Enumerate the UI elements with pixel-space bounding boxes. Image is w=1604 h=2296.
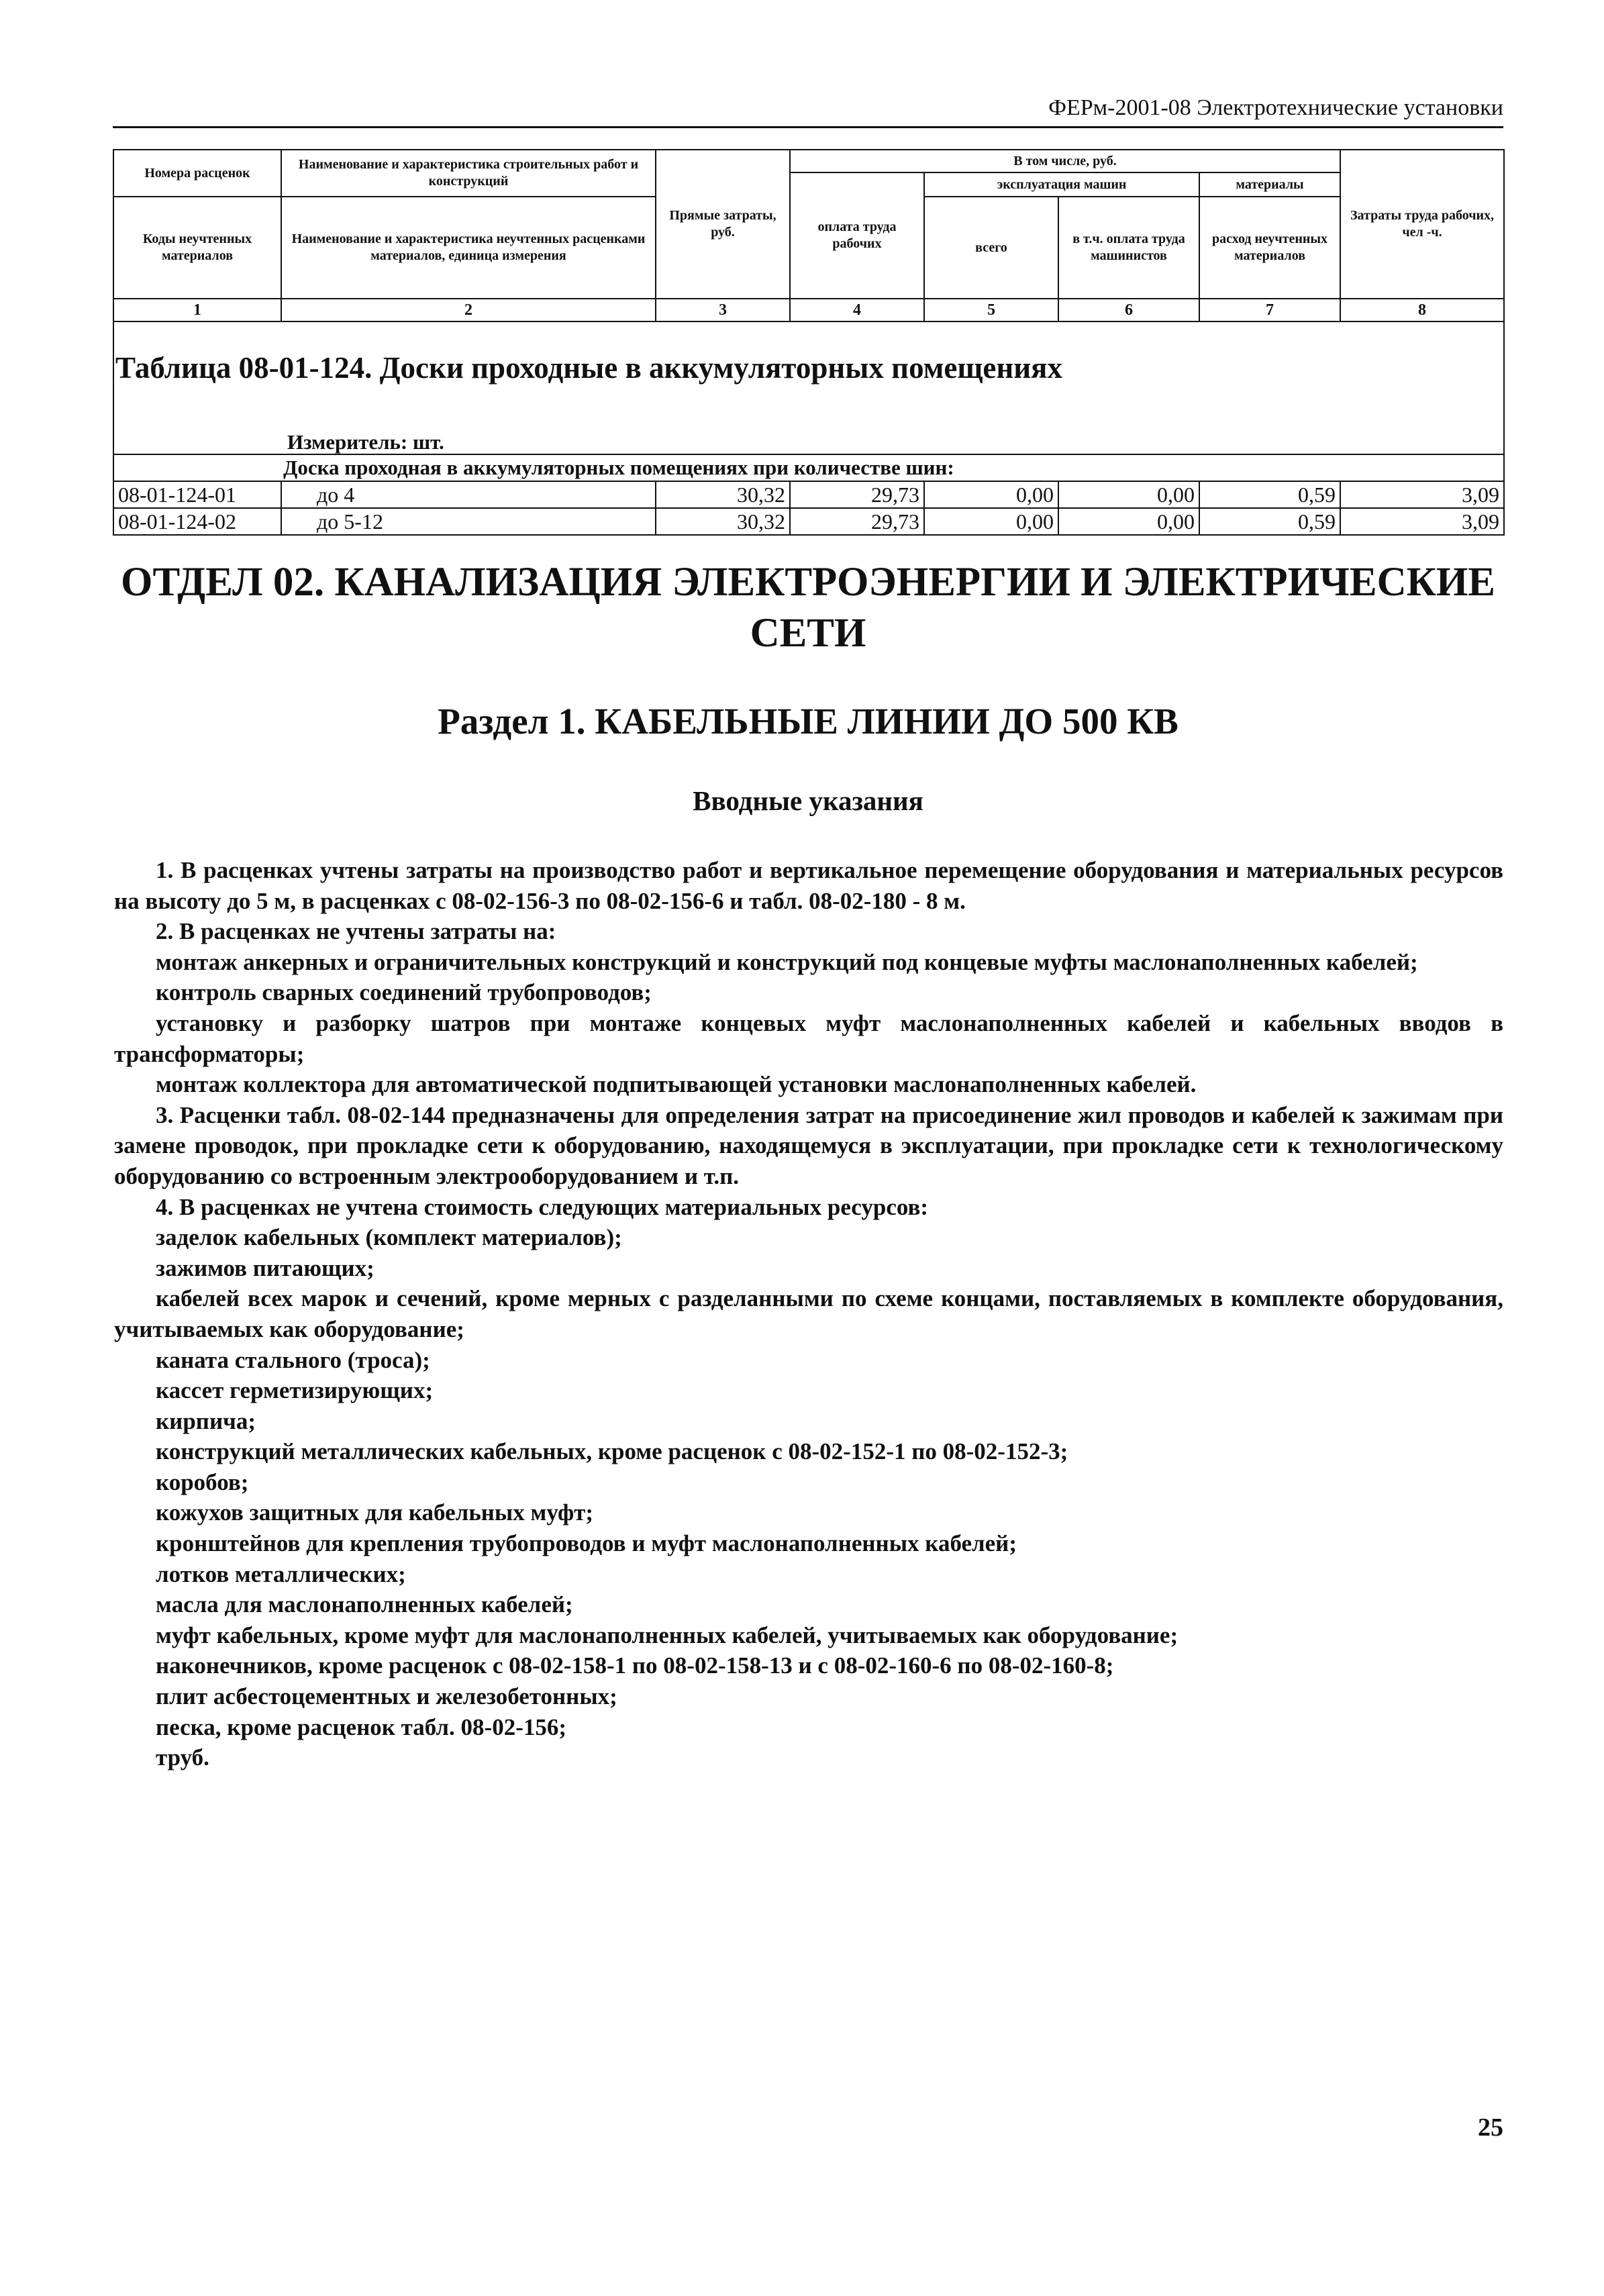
wages-value: 29,73: [790, 481, 924, 508]
list-item: кожухов защитных для кабельных муфт;: [156, 1499, 594, 1526]
instructions-body: [114, 855, 1503, 1773]
header-labor: Затраты труда рабочих, чел -ч.: [1340, 150, 1504, 299]
list-item: зажимов питающих;: [156, 1254, 374, 1281]
column-number: 1: [113, 299, 281, 321]
list-item: муфт кабельных, кроме муфт для маслонаполненных кабелей, учитываемых как оборудование;: [156, 1621, 1179, 1648]
list-item: кассет герметизирующих;: [156, 1377, 434, 1404]
table-title-cell: [113, 321, 1504, 431]
header-rate-numbers: Номера расценок: [113, 150, 281, 197]
header-material-description: Наименование и характеристика неучтенных расценками материалов, единица измерения: [281, 197, 656, 299]
paragraph: 4. В расценках не учтена стоимость следующих материальных ресурсов:: [156, 1193, 929, 1220]
rate-name: до 5-12: [281, 508, 656, 535]
machines-wages-value: 0,00: [1058, 508, 1199, 535]
column-number: 7: [1199, 299, 1340, 321]
direct-costs-value: 30,32: [656, 481, 790, 508]
list-item: песка, кроме расценок табл. 08-02-156;: [156, 1713, 567, 1740]
list-item: кронштейнов для крепления трубопроводов и муфт маслонаполненных кабелей;: [156, 1530, 1017, 1557]
list-item: монтаж анкерных и ограничительных конструкций и конструкций под концевые муфты маслонаполненных кабелей;: [156, 948, 1418, 975]
header-materials-unaccounted: расход неучтенных материалов: [1199, 197, 1340, 299]
list-item: коробов;: [156, 1468, 249, 1495]
list-item: наконечников, кроме расценок с 08-02-158-1 по 08-02-158-13 и с 08-02-160-6 по 08-02-160-8;: [156, 1652, 1114, 1679]
rates-table: [113, 149, 1505, 536]
header-machines: эксплуатация машин: [924, 172, 1199, 197]
wages-value: 29,73: [790, 508, 924, 535]
intro-title: Вводные указания: [693, 785, 923, 816]
list-item: каната стального (троса);: [156, 1346, 430, 1373]
table-row: [113, 508, 1504, 535]
header-wages: оплата труда рабочих: [790, 172, 924, 299]
rate-name: до 4: [281, 481, 656, 508]
header-including: В том числе, руб.: [790, 150, 1340, 172]
table-row: [113, 481, 1504, 508]
list-item: плит асбестоцементных и железобетонных;: [156, 1683, 617, 1710]
department-title: ОТДЕЛ 02. КАНАЛИЗАЦИЯ ЭЛЕКТРОЭНЕРГИИ И ЭЛЕКТРИЧЕСКИЕ СЕТИ: [121, 560, 1495, 656]
header-materials: материалы: [1199, 172, 1340, 197]
list-item: заделок кабельных (комплект материалов);: [156, 1224, 622, 1251]
list-item: кабелей всех марок и сечений, кроме мерных с разделанными по схеме концами, поставляемых в комплекте оборудования, учитываемых как оборудование;: [114, 1285, 1503, 1342]
machines-total-value: 0,00: [924, 481, 1058, 508]
paragraph: 3. Расценки табл. 08-02-144 предназначены для определения затрат на присоединение жил проводов и кабелей к зажимам при замене проводок, при прокладке сети к оборудованию, находящемуся в эксплуатации, при прокладке сети к технологическому оборудованию со встроенным электрооборудованием и т.п.: [114, 1101, 1503, 1189]
column-number: 6: [1058, 299, 1199, 321]
group-title: Доска проходная в аккумуляторных помещениях при количестве шин:: [113, 454, 1504, 481]
list-item: монтаж коллектора для автоматической подпитывающей установки маслонаполненных кабелей.: [156, 1071, 1197, 1098]
column-number: 4: [790, 299, 924, 321]
labor-value: 3,09: [1340, 481, 1504, 508]
header-machines-wages: в т.ч. оплата труда машинистов: [1058, 197, 1199, 299]
column-number: 8: [1340, 299, 1504, 321]
list-item: контроль сварных соединений трубопроводов;: [156, 979, 652, 1006]
list-item: кирпича;: [156, 1407, 256, 1434]
header-machines-total: всего: [924, 197, 1058, 299]
unit-label: Измеритель: шт.: [287, 430, 444, 454]
list-item: масла для маслонаполненных кабелей;: [156, 1591, 573, 1618]
list-item: лотков металлических;: [156, 1560, 406, 1587]
header-direct-costs: Прямые затраты, руб.: [656, 150, 790, 299]
header-material-codes: Коды неучтенных материалов: [113, 197, 281, 299]
rate-code: 08-01-124-02: [113, 508, 281, 535]
list-item: труб.: [156, 1744, 209, 1771]
section-title: Раздел 1. КАБЕЛЬНЫЕ ЛИНИИ ДО 500 КВ: [438, 701, 1179, 742]
machines-wages-value: 0,00: [1058, 481, 1199, 508]
running-header: ФЕРм-2001-08 Электротехнические установки: [113, 93, 1503, 128]
page-number: 25: [1478, 2113, 1503, 2142]
column-number: 5: [924, 299, 1058, 321]
table-title: Таблица 08-01-124. Доски проходные в аккумуляторных помещениях: [115, 351, 1063, 385]
unit-cell: [113, 431, 1504, 454]
labor-value: 3,09: [1340, 508, 1504, 535]
paragraph: 1. В расценках учтены затраты на производство работ и вертикальное перемещение оборудования и материальных ресурсов на высоту до 5 м, в расценках с 08-02-156-3 по 08-02-156-6 и табл. 08-02-180 - 8 м.: [114, 857, 1503, 914]
direct-costs-value: 30,32: [656, 508, 790, 535]
rate-code: 08-01-124-01: [113, 481, 281, 508]
list-item: конструкций металлических кабельных, кроме расценок с 08-02-152-1 по 08-02-152-3;: [156, 1438, 1068, 1465]
list-item: установку и разборку шатров при монтаже концевых муфт маслонаполненных кабелей и кабельных вводов в трансформаторы;: [114, 1009, 1503, 1067]
header-work-description: Наименование и характеристика строительных работ и конструкций: [281, 150, 656, 197]
paragraph: 2. В расценках не учтены затраты на:: [156, 918, 556, 945]
machines-total-value: 0,00: [924, 508, 1058, 535]
materials-value: 0,59: [1199, 481, 1340, 508]
column-number: 3: [656, 299, 790, 321]
materials-value: 0,59: [1199, 508, 1340, 535]
column-number: 2: [281, 299, 656, 321]
